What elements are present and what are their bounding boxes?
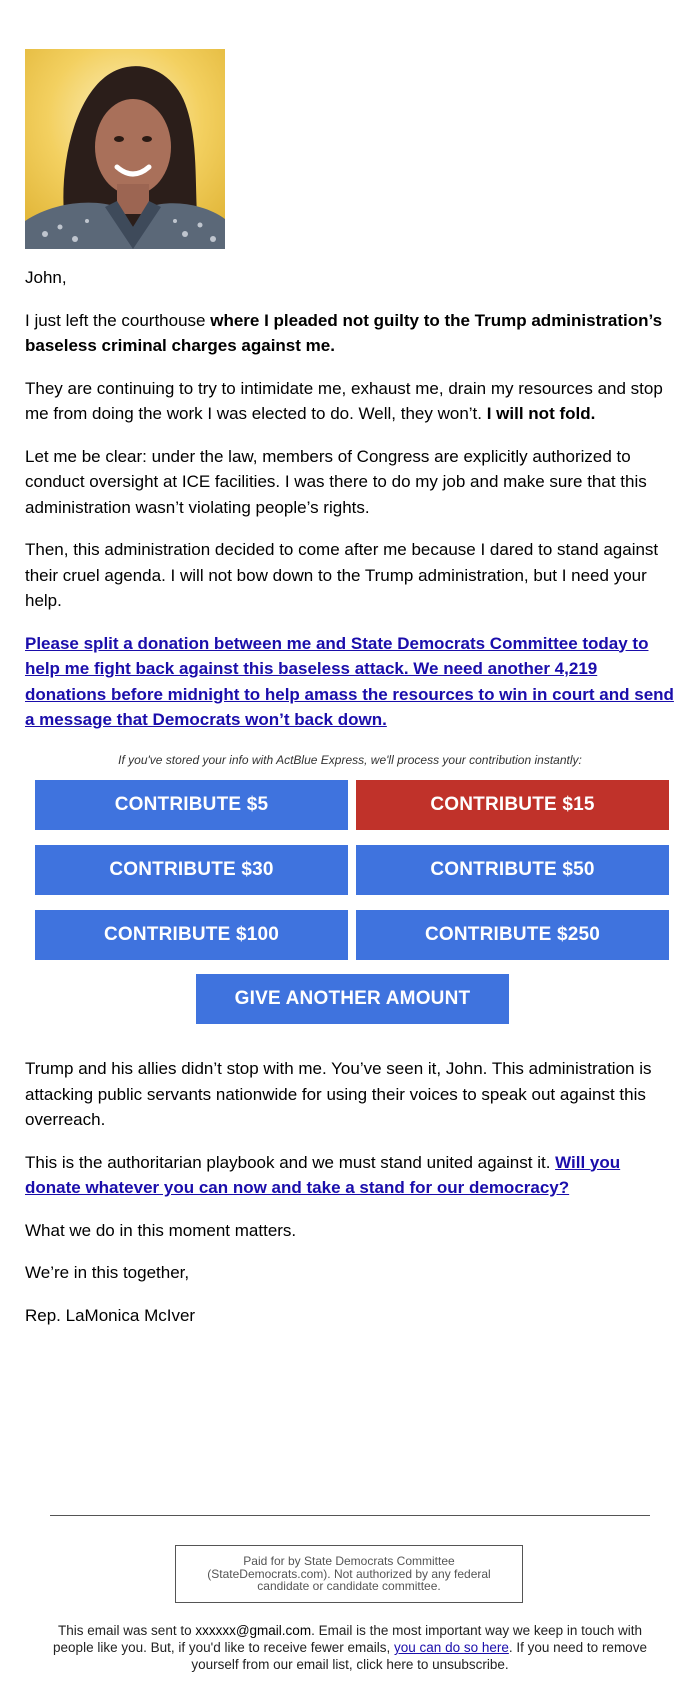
paragraph-courthouse-lead: I just left the courthouse	[25, 310, 211, 330]
footer-mid: . Email is the most important way we keep in touch with people like you. But, if you'd like to receive fewer emails,	[53, 1623, 642, 1655]
footer-text	[50, 1622, 650, 1673]
message-closing	[25, 1056, 675, 1345]
candidate-photo	[25, 49, 225, 249]
give-another-amount-button[interactable]: GIVE ANOTHER AMOUNT	[196, 974, 509, 1024]
paragraph-playbook	[25, 1150, 675, 1201]
message-intro	[25, 265, 675, 750]
footer-divider	[50, 1515, 650, 1516]
paragraph-moment: What we do in this moment matters.	[25, 1220, 297, 1240]
paragraph-law: Let me be clear: under the law, members of Congress are explicitly authorized to conduct oversight at ICE facilities. I was there to do my job and make sure that this administration wasn’t violating people’s rights.	[25, 446, 647, 517]
paragraph-intimidate-text: They are continuing to try to intimidate me, exhaust me, drain my resources and stop me from doing the work I was elected to do. Well, they won’t.	[25, 378, 663, 423]
paid-for-disclaimer: Paid for by State Democrats Committee (StateDemocrats.com). Not authorized by any federal candidate or candidate committee.	[175, 1545, 523, 1603]
paragraph-courthouse	[25, 308, 675, 359]
donation-cta-link[interactable]: Please split a donation between me and State Democrats Committee today to help me fight back against this baseless attack. We need another 4,219 donations before midnight to help amass the resources to win in court and send a message that Democrats won’t back down.	[25, 633, 674, 729]
donation-cta-paragraph	[25, 631, 675, 733]
fewer-emails-link[interactable]: you can do so here	[394, 1640, 509, 1655]
recipient-email: xxxxxx@gmail.com	[195, 1623, 312, 1638]
greeting: John,	[25, 268, 67, 287]
footer-post: . If you need to remove yourself from our email list, click here to unsubscribe.	[191, 1640, 647, 1672]
paragraph-courthouse-bold: where I pleaded not guilty to the Trump administration’s baseless criminal charges against me.	[25, 310, 663, 355]
footer-pre: This email was sent to	[58, 1623, 196, 1638]
paragraph-intimidate-bold: I will not fold.	[486, 404, 596, 423]
paragraph-agenda: Then, this administration decided to come after me because I dared to stand against their cruel agenda. I will not bow down to the Trump administration, but I need your help.	[25, 540, 659, 610]
actblue-note: If you've stored your info with ActBlue Express, we'll process your contribution instantly:	[118, 753, 582, 767]
contribute-30-button[interactable]: CONTRIBUTE $30	[35, 845, 348, 895]
closing-line: We’re in this together,	[25, 1263, 190, 1282]
paragraph-playbook-text: This is the authoritarian playbook and we must stand united against it.	[25, 1152, 556, 1172]
contribute-5-button[interactable]: CONTRIBUTE $5	[35, 780, 348, 830]
contribute-15-button[interactable]: CONTRIBUTE $15	[356, 780, 669, 830]
paragraph-intimidate	[25, 376, 675, 427]
donate-democracy-link[interactable]: Will you donate whatever you can now and take a stand for our democracy?	[25, 1152, 621, 1197]
contribute-50-button[interactable]: CONTRIBUTE $50	[356, 845, 669, 895]
paragraph-allies: Trump and his allies didn’t stop with me. You’ve seen it, John. This administration is attacking public servants nationwide for using their voices to speak out against this overreach.	[25, 1059, 652, 1129]
signature: Rep. LaMonica McIver	[25, 1305, 196, 1325]
contribute-250-button[interactable]: CONTRIBUTE $250	[356, 910, 669, 960]
contribute-100-button[interactable]: CONTRIBUTE $100	[35, 910, 348, 960]
